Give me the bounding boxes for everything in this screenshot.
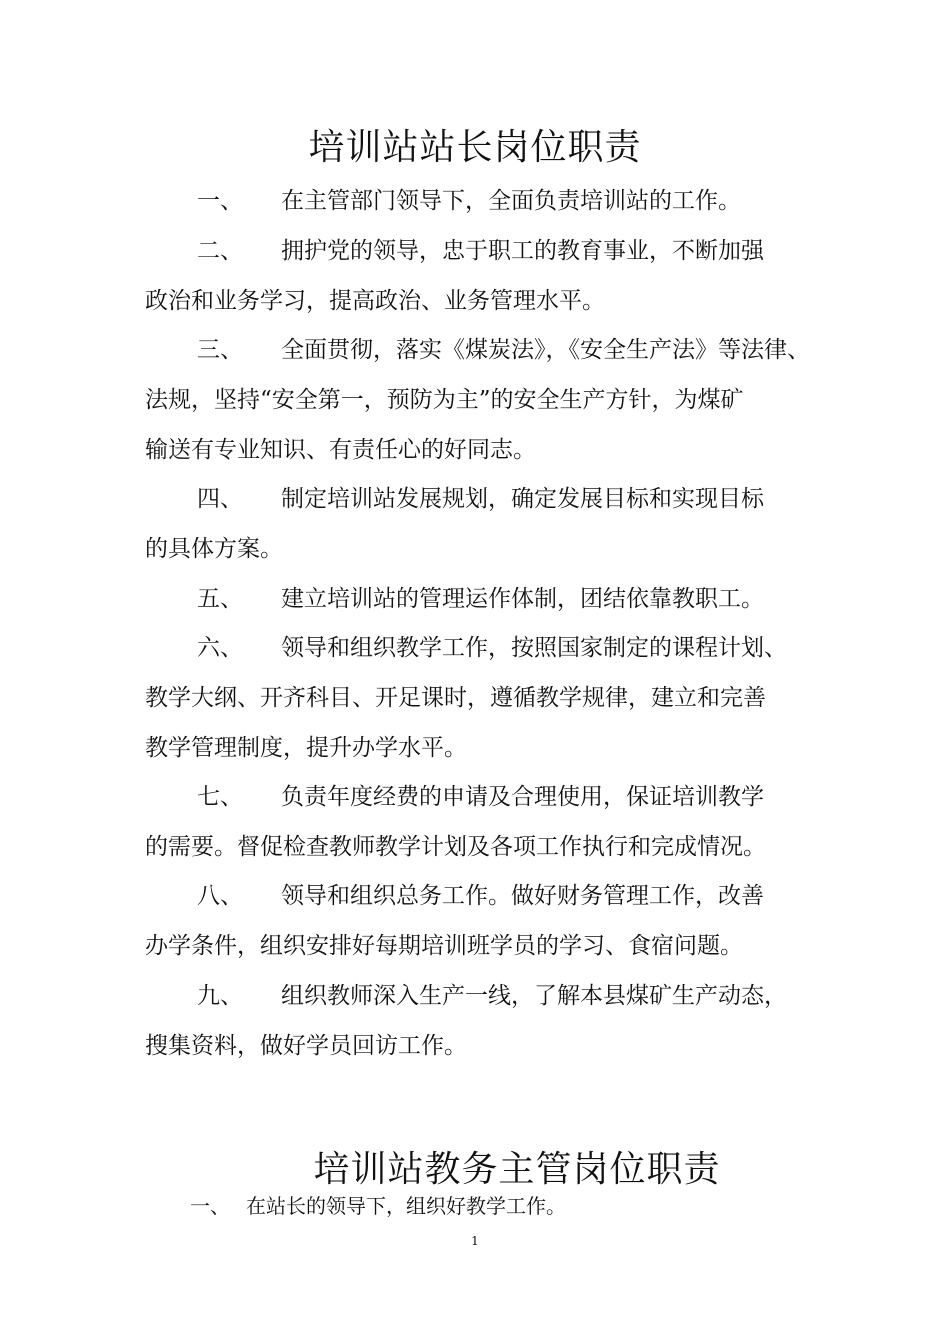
item-number: 四、 [197, 486, 243, 512]
item-text-line: 领导和组织总务工作。做好财务管理工作，改善 [281, 883, 764, 909]
item-text-line: 在站长的领导下，组织好教学工作。 [246, 1194, 566, 1218]
item-text-line: 输送有专业知识、有责任心的好同志。 [145, 437, 536, 463]
item-text-line: 的具体方案。 [145, 536, 283, 562]
item-number: 一、 [197, 188, 243, 214]
item-text-line: 政治和业务学习，提高政治、业务管理水平。 [145, 288, 605, 314]
item-number: 六、 [197, 635, 243, 661]
item-text-line: 的需要。督促检查教师教学计划及各项工作执行和完成情况。 [145, 834, 766, 860]
item-text-line: 组织教师深入生产一线，了解本县煤矿生产动态， [281, 983, 787, 1009]
item-number: 七、 [197, 784, 243, 810]
item-text-line: 在主管部门领导下，全面负责培训站的工作。 [281, 188, 741, 214]
duty-item-s2-1 [190, 1191, 566, 1221]
item-text-line: 拥护党的领导，忠于职工的教育事业，不断加强 [281, 238, 764, 264]
item-text-line: 建立培训站的管理运作体制，团结依靠教职工。 [281, 586, 764, 612]
item-number: 八、 [197, 883, 243, 909]
item-text-line: 负责年度经费的申请及合理使用，保证培训教学 [281, 784, 764, 810]
item-number: 二、 [197, 238, 243, 264]
item-number: 一、 [190, 1194, 230, 1218]
item-text-line: 全面贯彻，落实《煤炭法》，《安全生产法》等法律、 [281, 337, 810, 363]
item-number: 五、 [197, 586, 243, 612]
item-text-line: 制定培训站发展规划，确定发展目标和实现目标 [281, 486, 764, 512]
item-text-line: 教学管理制度，提升办学水平。 [145, 735, 467, 761]
item-text-line: 办学条件，组织安排好每期培训班学员的学习、食宿问题。 [145, 933, 743, 959]
item-number: 三、 [197, 337, 243, 363]
item-text-line: 法规，坚持“安全第一，预防为主”的安全生产方针，为煤矿 [145, 387, 744, 413]
item-text-line: 领导和组织教学工作，按照国家制定的课程计划、 [281, 635, 787, 661]
page-number: 1 [471, 1234, 479, 1248]
item-text-line: 搜集资料，做好学员回访工作。 [145, 1033, 467, 1059]
section-title-academic-supervisor: 培训站教务主管岗位职责 [313, 1149, 721, 1190]
item-text-line: 教学大纲、开齐科目、开足课时，遵循教学规律，建立和完善 [145, 685, 766, 711]
section-title-station-head: 培训站站长岗位职责 [308, 127, 642, 168]
item-number: 九、 [197, 983, 243, 1009]
